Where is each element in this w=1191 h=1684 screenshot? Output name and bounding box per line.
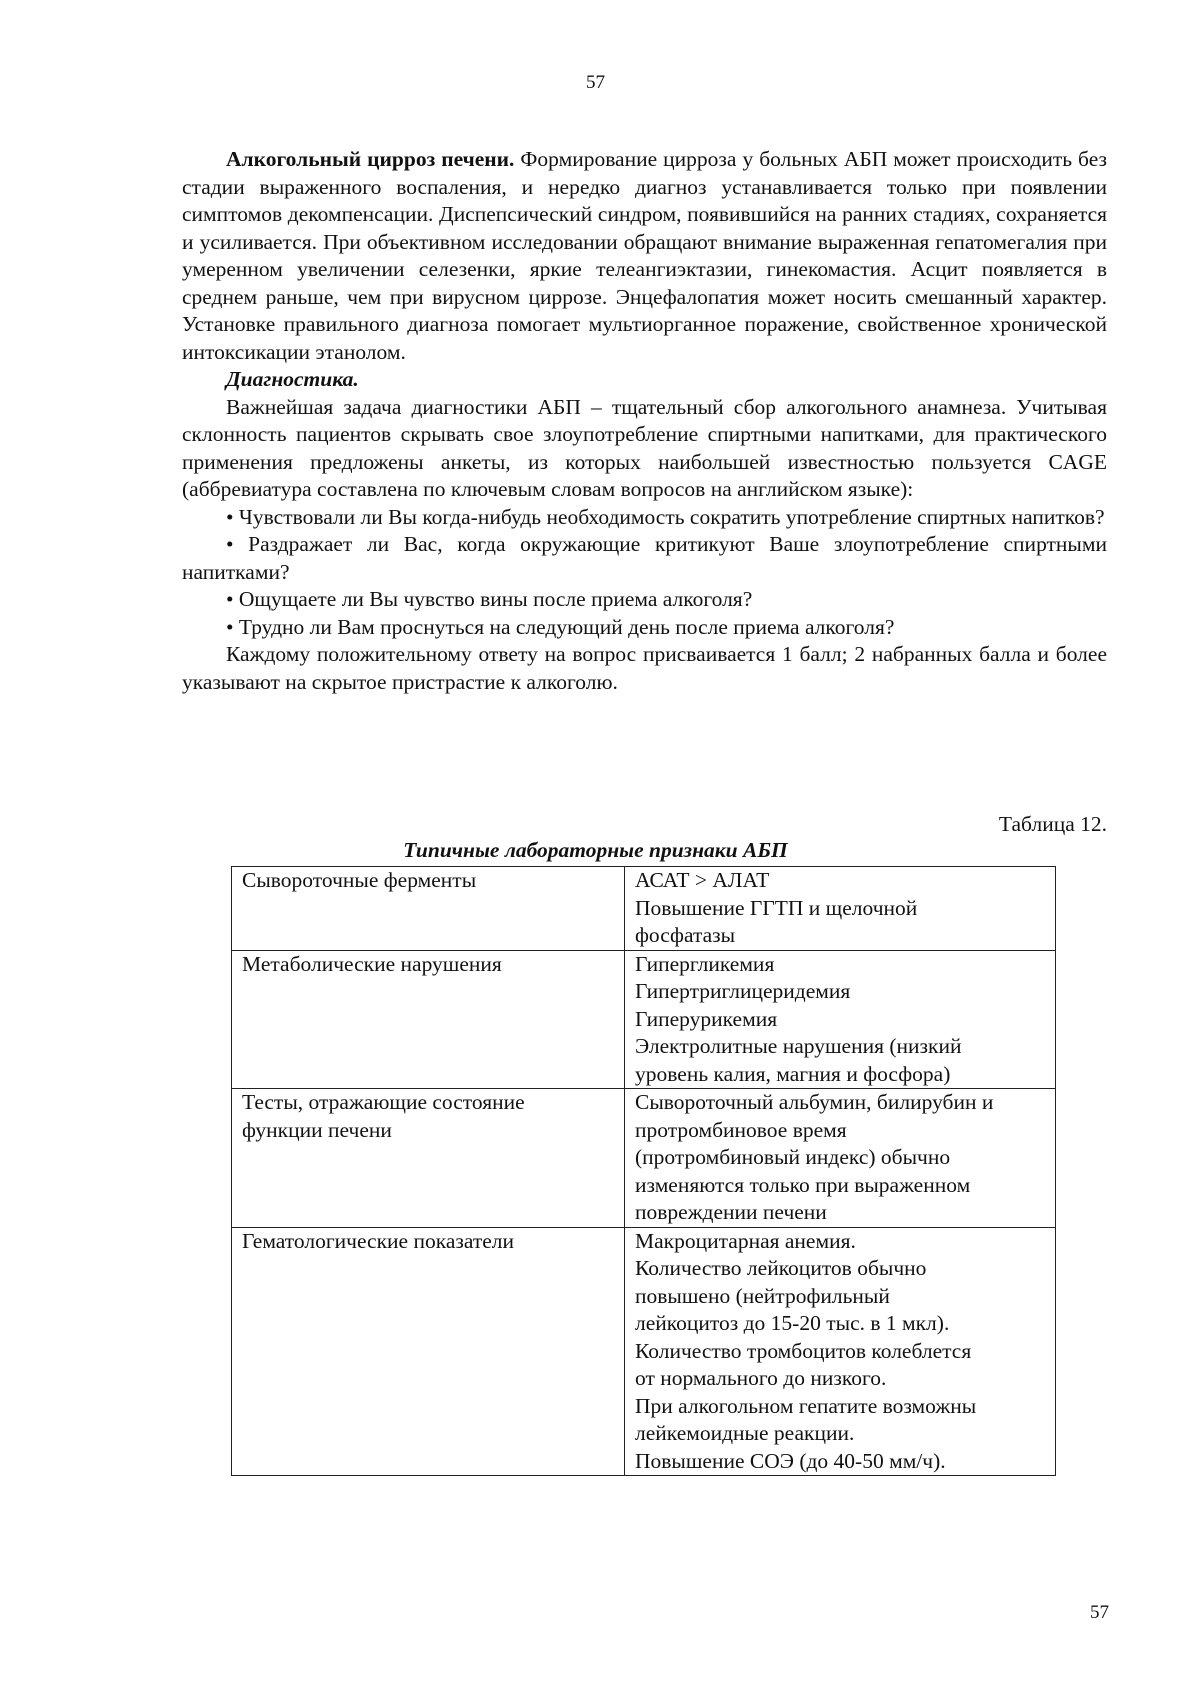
table-cell-details bbox=[625, 950, 1056, 1089]
detail-line: Количество лейкоцитов обычно bbox=[635, 1256, 927, 1280]
cirrhosis-paragraph bbox=[182, 146, 1107, 366]
cage-conclusion: Каждому положительному ответу на вопрос присваивается 1 балл; 2 набранных балла и более указывают на скрытое пристрастие к алкоголю. bbox=[182, 642, 1107, 694]
detail-line: лейкоцитоз до 15-20 тыс. в 1 мкл). bbox=[635, 1311, 950, 1335]
category-line: Сывороточные ферменты bbox=[242, 868, 477, 892]
table-title: Типичные лабораторные признаки АБП bbox=[403, 838, 788, 862]
detail-line: (протромбиновый индекс) обычно bbox=[635, 1145, 951, 1169]
detail-line: Повышение ГГТП и щелочной bbox=[635, 895, 918, 920]
category-line: Гематологические показатели bbox=[242, 1228, 515, 1253]
detail-line: Гипергликемия bbox=[635, 951, 775, 976]
detail-line: фосфатазы bbox=[635, 923, 736, 947]
page-number-top: 57 bbox=[586, 72, 605, 93]
page-number-bottom: 57 bbox=[1090, 1602, 1109, 1623]
table-cell-details bbox=[625, 1089, 1056, 1228]
category-line: функции печени bbox=[242, 1117, 392, 1142]
detail-line: от нормального до низкого. bbox=[635, 1366, 887, 1390]
detail-line: Количество тромбоцитов колеблется bbox=[635, 1338, 972, 1363]
table-cell-details bbox=[625, 867, 1056, 951]
detail-line: Сывороточный альбумин, билирубин и bbox=[635, 1090, 994, 1114]
table-cell-category bbox=[232, 1089, 625, 1228]
category-line: Тесты, отражающие состояние bbox=[242, 1090, 525, 1114]
detail-line: повреждении печени bbox=[635, 1200, 827, 1224]
detail-line: лейкемоидные реакции. bbox=[635, 1421, 855, 1445]
detail-line: Гипертриглицеридемия bbox=[635, 979, 851, 1003]
table-label: Таблица 12. bbox=[998, 812, 1107, 836]
diagnostics-intro: Важнейшая задача диагностики АБП – тщательный сбор алкогольного анамнеза. Учитывая склонность пациентов скрывать свое злоупотребление спиртными напитками, для практического применения предложены анкеты, из которых наибольшей известностью пользуется CAGE (аббревиатура составлена по ключевым словам вопросов на английском языке): bbox=[182, 394, 1107, 501]
table-row bbox=[232, 1089, 1056, 1228]
table-cell-details bbox=[625, 1227, 1056, 1476]
cage-question-1: • Чувствовали ли Вы когда-нибудь необходимость сократить употребление спиртных напитков? bbox=[226, 504, 1105, 529]
detail-line: При алкогольном гепатите возможны bbox=[635, 1393, 977, 1418]
detail-line: Повышение СОЭ (до 40-50 мм/ч). bbox=[635, 1448, 946, 1473]
cage-question-4: • Трудно ли Вам проснуться на следующий день после приема алкоголя? bbox=[226, 614, 895, 639]
diagnostics-heading: Диагностика. bbox=[226, 367, 359, 391]
detail-line: уровень калия, магния и фосфора) bbox=[635, 1061, 951, 1086]
table-row bbox=[232, 1227, 1056, 1476]
cirrhosis-text: Формирование цирроза у больных АБП может происходить без стадии выраженного воспаления, и нередко диагноз устанавливается только при появлении симптомов декомпенсации. Диспепсический синдром, появившийся на ранних стадиях, сохраняется и усиливается. При объективном исследовании обращают внимание выраженная гепатомегалия при умеренном увеличении селезенки, яркие телеангиэктазии, гинекомастия. Асцит появляется в среднем раньше, чем при вирусном циррозе. Энцефалопатия может носить смешанный характер. Установке правильного диагноза помогает мультиорганное поражение, свойственное хронической интоксикации этанолом. bbox=[182, 147, 1107, 364]
table-cell-category bbox=[232, 1227, 625, 1476]
table-cell-category bbox=[232, 950, 625, 1089]
category-line: Метаболические нарушения bbox=[242, 951, 502, 976]
detail-line: протромбиновое время bbox=[635, 1117, 847, 1142]
table-row bbox=[232, 950, 1056, 1089]
table-row bbox=[232, 867, 1056, 951]
table-cell-category bbox=[232, 867, 625, 951]
detail-line: повышено (нейтрофильный bbox=[635, 1283, 890, 1308]
cage-question-3: • Ощущаете ли Вы чувство вины после приема алкоголя? bbox=[226, 587, 753, 611]
detail-line: Электролитные нарушения (низкий bbox=[635, 1034, 962, 1058]
lab-signs-table bbox=[231, 866, 1056, 1476]
detail-line: изменяются только при выраженном bbox=[635, 1172, 971, 1197]
detail-line: Макроцитарная анемия. bbox=[635, 1228, 856, 1253]
detail-line: Гиперурикемия bbox=[635, 1006, 778, 1031]
main-text bbox=[182, 146, 1107, 696]
cirrhosis-heading: Алкогольный цирроз печени. bbox=[226, 147, 515, 171]
cage-question-2: • Раздражает ли Вас, когда окружающие критикуют Ваше злоупотребление спиртными напитками? bbox=[182, 532, 1107, 584]
detail-line: АСАТ > АЛАТ bbox=[635, 868, 770, 892]
